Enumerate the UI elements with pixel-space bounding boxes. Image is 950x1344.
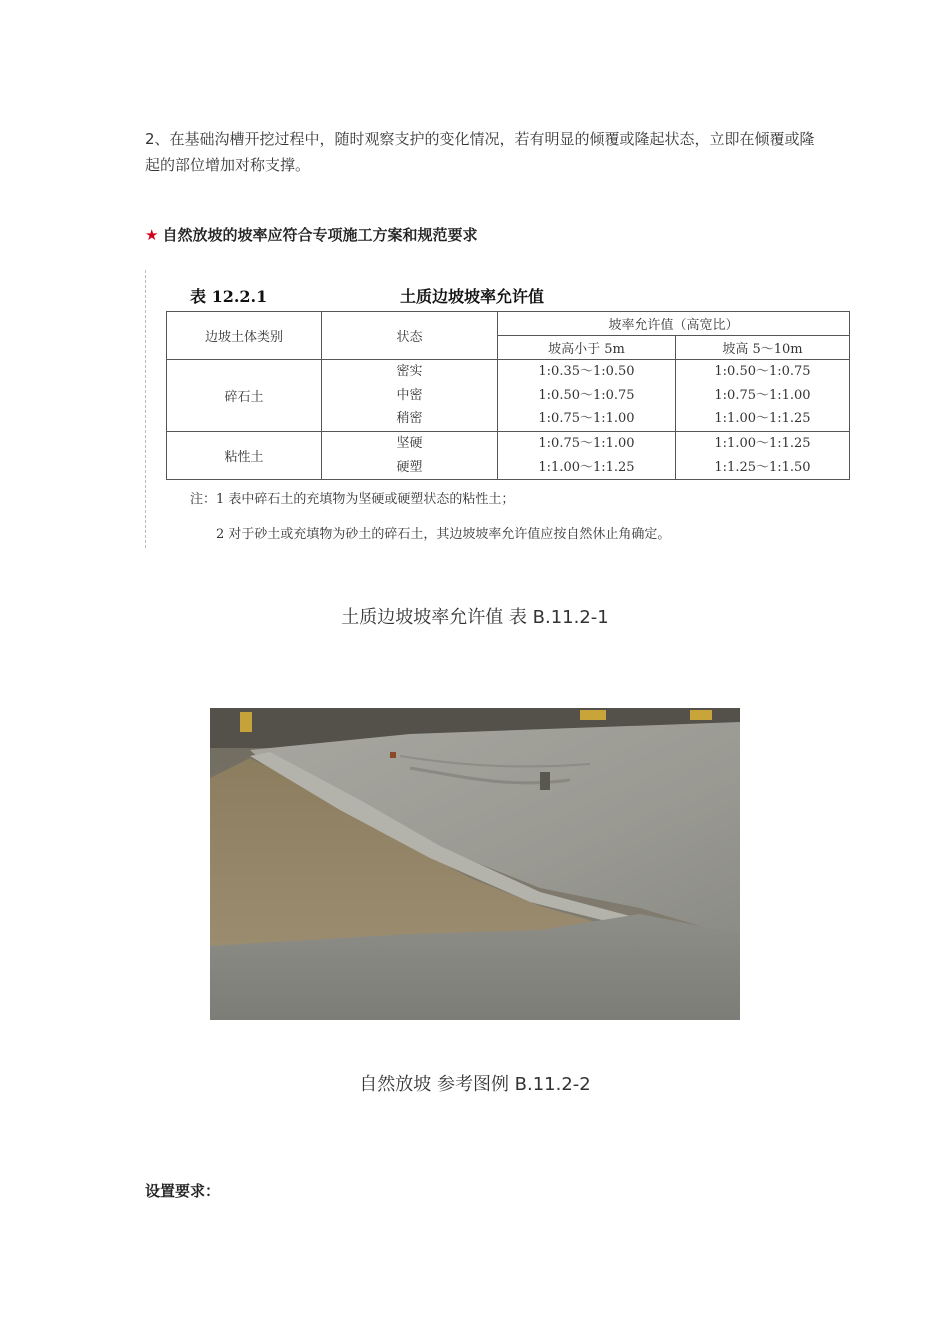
header-height-lt5: 坡高小于 5m [498, 336, 676, 360]
ratio-value: 1:0.50～1:0.75 [538, 387, 635, 403]
section-heading [145, 224, 477, 245]
ratio-value: 1:0.35～1:0.50 [538, 364, 635, 380]
table-row [167, 360, 850, 432]
state-value: 中密 [396, 387, 423, 403]
settings-heading: 设置要求： [145, 1182, 221, 1200]
ratio-value: 1:1.00～1:1.25 [538, 459, 635, 475]
table-note-1: 注：1 表中碎石土的充填物为坚硬或硬塑状态的粘性土； [190, 492, 515, 507]
header-height-5to10: 坡高 5～10m [676, 336, 850, 360]
header-state: 状态 [322, 312, 498, 360]
ratio-value: 1:0.75～1:1.00 [538, 411, 635, 427]
header-soil-type: 边坡土体类别 [167, 312, 322, 360]
slope-photo-illustration [210, 708, 740, 1020]
ratio-value: 1:1.25～1:1.50 [714, 459, 811, 475]
category-cell: 碎石土 [167, 360, 322, 432]
state-value: 硬塑 [396, 459, 423, 475]
table-note-2: 2 对于砂土或充填物为砂土的碎石土，其边坡坡率允许值应按自然休止角确定。 [216, 527, 671, 542]
category-cell: 粘性土 [167, 432, 322, 480]
state-cell [322, 432, 498, 480]
state-value: 密实 [396, 364, 423, 380]
state-cell [322, 360, 498, 432]
ratio-lt5-cell [498, 360, 676, 432]
ratio-value: 1:0.75～1:1.00 [714, 387, 811, 403]
table-number: 表 12.2.1 [190, 287, 268, 306]
star-icon: ★ [145, 226, 159, 244]
ratio-value: 1:1.00～1:1.25 [714, 411, 811, 427]
ratio-value: 1:0.50～1:0.75 [714, 364, 811, 380]
slope-ratio-table [166, 311, 850, 480]
table-row [167, 432, 850, 480]
slope-photo [210, 708, 740, 1020]
ratio-5to10-cell [676, 360, 850, 432]
ratio-5to10-cell [676, 432, 850, 480]
ratio-value: 1:0.75～1:1.00 [538, 436, 635, 451]
section-title: 自然放坡的坡率应符合专项施工方案和规范要求 [162, 226, 478, 244]
intro-paragraph: 2、在基础沟槽开挖过程中，随时观察支护的变化情况，若有明显的倾覆或隆起状态，立即在倾覆或隆起的部位增加对称支撑。 [145, 130, 815, 174]
header-ratio-group: 坡率允许值（高宽比） [498, 312, 850, 336]
table-caption: 土质边坡坡率允许值 表 B.11.2-1 [341, 607, 609, 628]
photo-caption: 自然放坡 参考图例 B.11.2-2 [359, 1074, 591, 1095]
state-value: 稍密 [396, 411, 423, 427]
ratio-value: 1:1.00～1:1.25 [714, 436, 811, 451]
table-title: 土质边坡坡率允许值 [400, 287, 545, 306]
state-value: 坚硬 [396, 436, 423, 451]
ratio-lt5-cell [498, 432, 676, 480]
